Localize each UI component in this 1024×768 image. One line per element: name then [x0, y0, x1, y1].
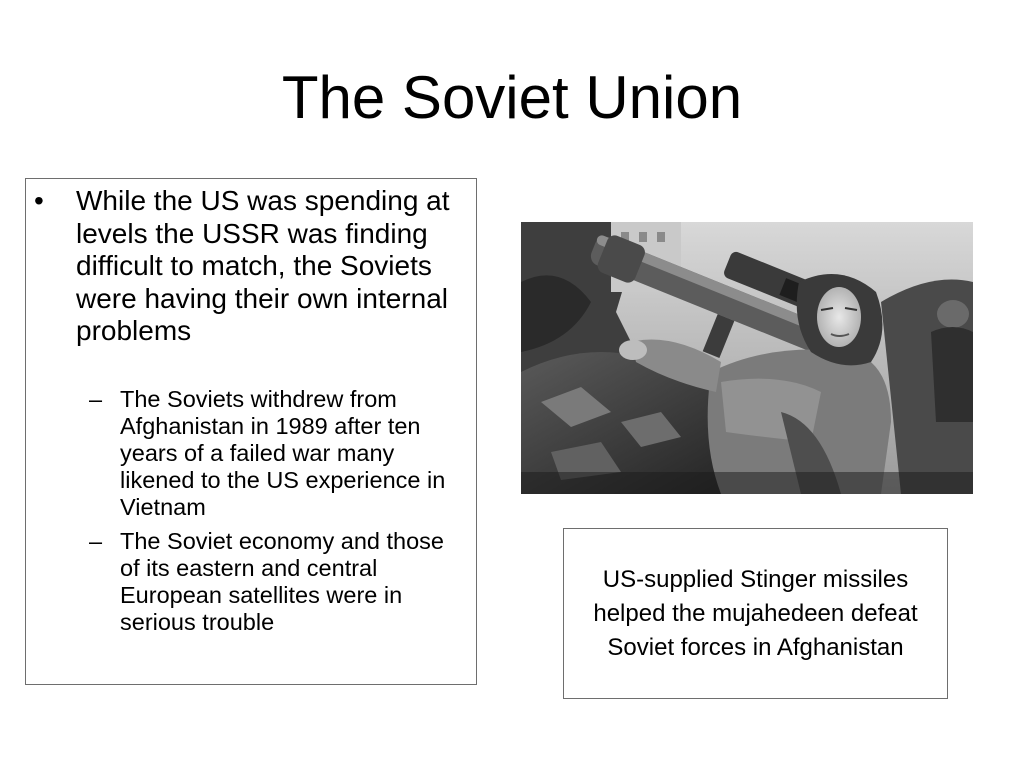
- sub-bullet-item: [89, 386, 469, 521]
- slide-title: The Soviet Union: [281, 64, 743, 131]
- stinger-missile-photo: [521, 222, 973, 494]
- main-bullet: [34, 185, 474, 348]
- main-bullet-text: While the US was spending at levels the USSR was finding difficult to match, the Soviets were having their own internal problems: [76, 185, 450, 346]
- sub-bullet-text: The Soviet economy and those of its eastern and central European satellites were in serious trouble: [120, 528, 444, 635]
- caption-text: US-supplied Stinger missiles helped the mujahedeen defeat Soviet forces in Afghanistan: [593, 565, 918, 661]
- dash-marker: –: [89, 386, 103, 412]
- bullet-marker: •: [34, 185, 44, 216]
- sub-bullet-text: The Soviets withdrew from Afghanistan in 1989 after ten years of a failed war many likened to the US experience in Vietnam: [120, 386, 446, 520]
- caption-box: [563, 528, 948, 699]
- sub-bullet-item: [89, 528, 469, 636]
- dash-marker: –: [89, 528, 103, 554]
- photo-image: [521, 222, 973, 494]
- sub-bullet-list: [89, 386, 469, 643]
- bullet-text-box: [25, 178, 477, 685]
